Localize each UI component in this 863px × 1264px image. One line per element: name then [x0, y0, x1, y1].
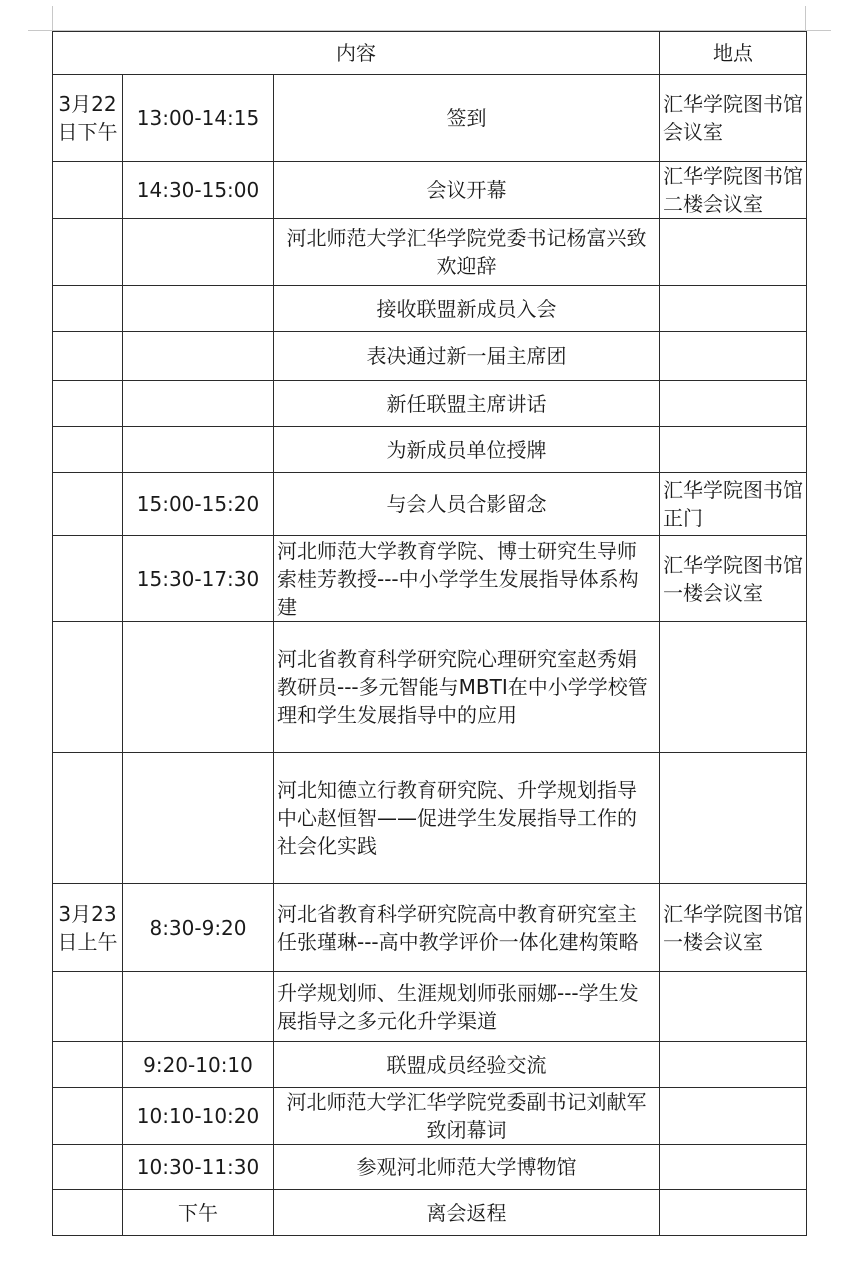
table-row — [53, 162, 807, 219]
page-margin-marker-right — [805, 6, 806, 30]
table-row — [53, 219, 807, 286]
content-cell: 为新成员单位授牌 — [274, 427, 660, 473]
content-cell: 签到 — [274, 75, 660, 162]
time-cell — [123, 286, 274, 332]
time-cell: 10:10-10:20 — [123, 1088, 274, 1145]
date-cell — [53, 286, 123, 332]
table-row — [53, 427, 807, 473]
table-row — [53, 1088, 807, 1145]
content-cell: 接收联盟新成员入会 — [274, 286, 660, 332]
time-cell: 15:00-15:20 — [123, 473, 274, 536]
content-cell: 联盟成员经验交流 — [274, 1042, 660, 1088]
place-cell: 汇华学院图书馆会议室 — [660, 75, 807, 162]
time-cell — [123, 753, 274, 884]
content-cell: 升学规划师、生涯规划师张丽娜---学生发展指导之多元化升学渠道 — [274, 972, 660, 1042]
table-row — [53, 972, 807, 1042]
content-cell: 参观河北师范大学博物馆 — [274, 1145, 660, 1190]
table-row — [53, 1145, 807, 1190]
time-cell — [123, 427, 274, 473]
time-cell — [123, 622, 274, 753]
date-cell — [53, 1042, 123, 1088]
table-row — [53, 884, 807, 972]
date-cell — [53, 381, 123, 427]
place-cell — [660, 286, 807, 332]
table-header-row — [53, 32, 807, 75]
place-cell — [660, 622, 807, 753]
content-cell: 与会人员合影留念 — [274, 473, 660, 536]
date-cell — [53, 622, 123, 753]
table-row — [53, 75, 807, 162]
table-row — [53, 473, 807, 536]
place-cell: 汇华学院图书馆正门 — [660, 473, 807, 536]
place-cell — [660, 1145, 807, 1190]
content-cell: 会议开幕 — [274, 162, 660, 219]
schedule-table — [52, 31, 807, 1236]
content-cell: 新任联盟主席讲话 — [274, 381, 660, 427]
place-cell — [660, 332, 807, 381]
place-cell: 汇华学院图书馆二楼会议室 — [660, 162, 807, 219]
date-cell — [53, 332, 123, 381]
header-place: 地点 — [660, 32, 807, 75]
content-cell: 河北知德立行教育研究院、升学规划指导中心赵恒智——促进学生发展指导工作的社会化实践 — [274, 753, 660, 884]
place-cell: 汇华学院图书馆一楼会议室 — [660, 884, 807, 972]
place-cell — [660, 972, 807, 1042]
table-row — [53, 536, 807, 622]
table-row — [53, 1042, 807, 1088]
time-cell: 14:30-15:00 — [123, 162, 274, 219]
time-cell: 10:30-11:30 — [123, 1145, 274, 1190]
date-cell — [53, 427, 123, 473]
time-cell: 8:30-9:20 — [123, 884, 274, 972]
content-cell: 河北省教育科学研究院心理研究室赵秀娟教研员---多元智能与MBTI在中小学学校管理和学生发展指导中的应用 — [274, 622, 660, 753]
place-cell — [660, 381, 807, 427]
content-cell: 河北师范大学汇华学院党委书记杨富兴致欢迎辞 — [274, 219, 660, 286]
date-cell — [53, 1190, 123, 1236]
date-cell — [53, 162, 123, 219]
place-cell — [660, 1042, 807, 1088]
page-margin-marker-left — [52, 6, 53, 30]
place-cell — [660, 427, 807, 473]
date-cell — [53, 753, 123, 884]
time-cell — [123, 219, 274, 286]
place-cell — [660, 1190, 807, 1236]
content-cell: 河北省教育科学研究院高中教育研究室主任张瑾琳---高中教学评价一体化建构策略 — [274, 884, 660, 972]
content-cell: 表决通过新一届主席团 — [274, 332, 660, 381]
date-cell: 3月22日下午 — [53, 75, 123, 162]
place-cell — [660, 1088, 807, 1145]
table-row — [53, 622, 807, 753]
content-cell: 离会返程 — [274, 1190, 660, 1236]
date-cell — [53, 1088, 123, 1145]
time-cell: 9:20-10:10 — [123, 1042, 274, 1088]
time-cell: 下午 — [123, 1190, 274, 1236]
date-cell — [53, 1145, 123, 1190]
table-row — [53, 286, 807, 332]
table-row — [53, 1190, 807, 1236]
date-cell — [53, 972, 123, 1042]
table-row — [53, 753, 807, 884]
date-cell — [53, 536, 123, 622]
table-row — [53, 332, 807, 381]
time-cell: 13:00-14:15 — [123, 75, 274, 162]
content-cell: 河北师范大学汇华学院党委副书记刘献军致闭幕词 — [274, 1088, 660, 1145]
time-cell — [123, 332, 274, 381]
table-row — [53, 381, 807, 427]
time-cell — [123, 972, 274, 1042]
place-cell — [660, 219, 807, 286]
date-cell — [53, 219, 123, 286]
header-content: 内容 — [53, 32, 660, 75]
place-cell: 汇华学院图书馆一楼会议室 — [660, 536, 807, 622]
place-cell — [660, 753, 807, 884]
time-cell: 15:30-17:30 — [123, 536, 274, 622]
content-cell: 河北师范大学教育学院、博士研究生导师索桂芳教授---中小学学生发展指导体系构建 — [274, 536, 660, 622]
date-cell: 3月23日上午 — [53, 884, 123, 972]
date-cell — [53, 473, 123, 536]
time-cell — [123, 381, 274, 427]
